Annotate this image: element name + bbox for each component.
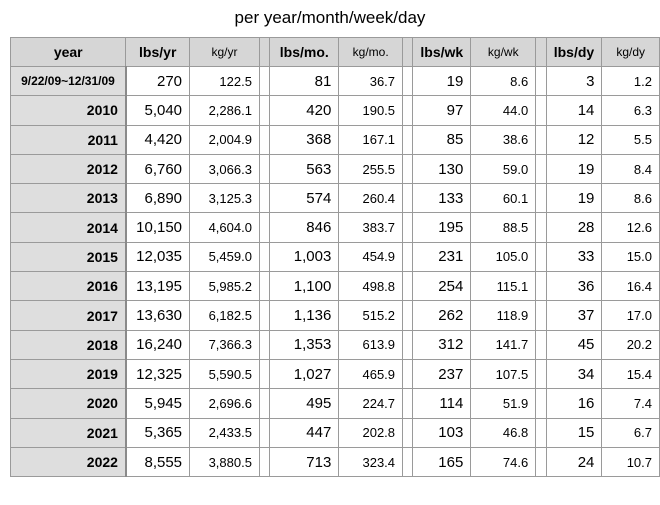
cell-lbs-mo: 81: [270, 67, 339, 96]
column-gap: [403, 184, 413, 213]
cell-lbs-wk: 165: [413, 447, 471, 476]
cell-year: 2011: [11, 125, 126, 154]
table-row: [11, 272, 660, 301]
cell-lbs-wk: 19: [413, 67, 471, 96]
cell-kg-wk: 88.5: [471, 213, 536, 242]
cell-kg-dy: 7.4: [602, 389, 660, 418]
cell-kg-yr: 2,696.6: [190, 389, 260, 418]
column-gap: [536, 272, 546, 301]
cell-kg-mo: 167.1: [339, 125, 403, 154]
table-row: [11, 67, 660, 96]
table-row: [11, 154, 660, 183]
header-lbs-yr: lbs/yr: [126, 38, 190, 67]
column-gap: [536, 38, 546, 67]
cell-kg-mo: 255.5: [339, 154, 403, 183]
cell-kg-dy: 15.0: [602, 242, 660, 271]
table-row: [11, 447, 660, 476]
column-gap: [536, 125, 546, 154]
column-gap: [536, 242, 546, 271]
cell-kg-mo: 323.4: [339, 447, 403, 476]
cell-kg-dy: 8.4: [602, 154, 660, 183]
cell-lbs-yr: 13,630: [126, 301, 190, 330]
column-gap: [536, 96, 546, 125]
cell-lbs-dy: 19: [546, 154, 602, 183]
column-gap: [259, 301, 269, 330]
cell-lbs-wk: 103: [413, 418, 471, 447]
cell-lbs-mo: 1,100: [270, 272, 339, 301]
column-gap: [536, 359, 546, 388]
cell-lbs-wk: 85: [413, 125, 471, 154]
cell-kg-dy: 10.7: [602, 447, 660, 476]
table-row: [11, 125, 660, 154]
column-gap: [536, 154, 546, 183]
cell-lbs-yr: 16,240: [126, 330, 190, 359]
cell-lbs-mo: 1,003: [270, 242, 339, 271]
cell-lbs-dy: 45: [546, 330, 602, 359]
column-gap: [259, 418, 269, 447]
table-row: [11, 330, 660, 359]
header-row: [11, 38, 660, 67]
cell-year: 9/22/09~12/31/09: [11, 67, 126, 96]
column-gap: [259, 389, 269, 418]
cell-lbs-dy: 36: [546, 272, 602, 301]
column-gap: [259, 272, 269, 301]
cell-kg-yr: 4,604.0: [190, 213, 260, 242]
cell-kg-dy: 20.2: [602, 330, 660, 359]
cell-lbs-yr: 270: [126, 67, 190, 96]
cell-kg-yr: 2,286.1: [190, 96, 260, 125]
cell-year: 2012: [11, 154, 126, 183]
cell-kg-wk: 8.6: [471, 67, 536, 96]
column-gap: [403, 96, 413, 125]
cell-kg-dy: 12.6: [602, 213, 660, 242]
cell-lbs-mo: 713: [270, 447, 339, 476]
cell-kg-mo: 613.9: [339, 330, 403, 359]
table-row: [11, 301, 660, 330]
table-row: [11, 389, 660, 418]
column-gap: [403, 272, 413, 301]
cell-year: 2019: [11, 359, 126, 388]
column-gap: [259, 184, 269, 213]
cell-kg-yr: 3,125.3: [190, 184, 260, 213]
cell-year: 2018: [11, 330, 126, 359]
cell-lbs-dy: 33: [546, 242, 602, 271]
cell-lbs-wk: 312: [413, 330, 471, 359]
header-lbs-mo: lbs/mo.: [270, 38, 339, 67]
cell-lbs-mo: 1,027: [270, 359, 339, 388]
cell-lbs-dy: 16: [546, 389, 602, 418]
cell-lbs-dy: 28: [546, 213, 602, 242]
cell-lbs-yr: 4,420: [126, 125, 190, 154]
column-gap: [403, 38, 413, 67]
cell-lbs-mo: 846: [270, 213, 339, 242]
column-gap: [403, 389, 413, 418]
cell-kg-wk: 141.7: [471, 330, 536, 359]
cell-kg-yr: 2,433.5: [190, 418, 260, 447]
cell-lbs-yr: 12,035: [126, 242, 190, 271]
cell-kg-mo: 498.8: [339, 272, 403, 301]
cell-year: 2010: [11, 96, 126, 125]
cell-kg-dy: 6.3: [602, 96, 660, 125]
cell-kg-wk: 60.1: [471, 184, 536, 213]
column-gap: [259, 242, 269, 271]
cell-kg-yr: 3,880.5: [190, 447, 260, 476]
header-kg-mo: kg/mo.: [339, 38, 403, 67]
column-gap: [536, 447, 546, 476]
column-gap: [536, 330, 546, 359]
cell-lbs-dy: 15: [546, 418, 602, 447]
column-gap: [536, 67, 546, 96]
cell-lbs-dy: 34: [546, 359, 602, 388]
cell-lbs-mo: 447: [270, 418, 339, 447]
cell-year: 2014: [11, 213, 126, 242]
cell-kg-yr: 122.5: [190, 67, 260, 96]
cell-lbs-wk: 237: [413, 359, 471, 388]
cell-kg-mo: 224.7: [339, 389, 403, 418]
column-gap: [403, 67, 413, 96]
column-gap: [403, 125, 413, 154]
cell-lbs-wk: 97: [413, 96, 471, 125]
table-row: [11, 184, 660, 213]
cell-lbs-yr: 8,555: [126, 447, 190, 476]
cell-kg-mo: 454.9: [339, 242, 403, 271]
cell-lbs-mo: 420: [270, 96, 339, 125]
cell-kg-dy: 6.7: [602, 418, 660, 447]
cell-lbs-yr: 6,760: [126, 154, 190, 183]
cell-kg-wk: 118.9: [471, 301, 536, 330]
column-gap: [259, 359, 269, 388]
column-gap: [259, 67, 269, 96]
cell-lbs-yr: 5,365: [126, 418, 190, 447]
cell-lbs-wk: 231: [413, 242, 471, 271]
cell-kg-yr: 5,459.0: [190, 242, 260, 271]
column-gap: [403, 242, 413, 271]
header-lbs-wk: lbs/wk: [413, 38, 471, 67]
cell-kg-yr: 2,004.9: [190, 125, 260, 154]
cell-year: 2017: [11, 301, 126, 330]
column-gap: [403, 447, 413, 476]
column-gap: [536, 418, 546, 447]
table-row: [11, 213, 660, 242]
cell-lbs-dy: 37: [546, 301, 602, 330]
cell-lbs-dy: 14: [546, 96, 602, 125]
column-gap: [403, 330, 413, 359]
column-gap: [403, 418, 413, 447]
header-kg-wk: kg/wk: [471, 38, 536, 67]
cell-kg-wk: 59.0: [471, 154, 536, 183]
cell-kg-mo: 202.8: [339, 418, 403, 447]
cell-kg-wk: 44.0: [471, 96, 536, 125]
cell-kg-wk: 105.0: [471, 242, 536, 271]
cell-lbs-wk: 114: [413, 389, 471, 418]
cell-lbs-mo: 368: [270, 125, 339, 154]
cell-lbs-mo: 563: [270, 154, 339, 183]
cell-lbs-wk: 254: [413, 272, 471, 301]
column-gap: [259, 447, 269, 476]
cell-kg-dy: 15.4: [602, 359, 660, 388]
cell-lbs-mo: 1,353: [270, 330, 339, 359]
cell-kg-dy: 5.5: [602, 125, 660, 154]
table-row: [11, 359, 660, 388]
cell-kg-wk: 107.5: [471, 359, 536, 388]
cell-kg-wk: 51.9: [471, 389, 536, 418]
cell-year: 2022: [11, 447, 126, 476]
cell-year: 2013: [11, 184, 126, 213]
cell-year: 2020: [11, 389, 126, 418]
cell-lbs-yr: 6,890: [126, 184, 190, 213]
cell-kg-dy: 17.0: [602, 301, 660, 330]
cell-kg-dy: 16.4: [602, 272, 660, 301]
cell-kg-yr: 7,366.3: [190, 330, 260, 359]
cell-kg-wk: 74.6: [471, 447, 536, 476]
page-title: per year/month/week/day: [234, 8, 426, 27]
header-year: year: [11, 38, 126, 67]
cell-kg-mo: 515.2: [339, 301, 403, 330]
cell-lbs-wk: 195: [413, 213, 471, 242]
cell-lbs-mo: 574: [270, 184, 339, 213]
data-table: [10, 37, 660, 477]
cell-lbs-yr: 10,150: [126, 213, 190, 242]
cell-kg-wk: 115.1: [471, 272, 536, 301]
cell-kg-mo: 260.4: [339, 184, 403, 213]
column-gap: [536, 389, 546, 418]
column-gap: [403, 154, 413, 183]
cell-kg-dy: 1.2: [602, 67, 660, 96]
cell-lbs-mo: 495: [270, 389, 339, 418]
cell-kg-wk: 46.8: [471, 418, 536, 447]
table-row: [11, 418, 660, 447]
cell-lbs-yr: 5,040: [126, 96, 190, 125]
cell-lbs-mo: 1,136: [270, 301, 339, 330]
cell-year: 2016: [11, 272, 126, 301]
cell-lbs-yr: 13,195: [126, 272, 190, 301]
cell-kg-yr: 3,066.3: [190, 154, 260, 183]
cell-kg-dy: 8.6: [602, 184, 660, 213]
cell-kg-mo: 465.9: [339, 359, 403, 388]
column-gap: [403, 213, 413, 242]
column-gap: [259, 154, 269, 183]
column-gap: [259, 96, 269, 125]
table-row: [11, 96, 660, 125]
cell-lbs-yr: 12,325: [126, 359, 190, 388]
column-gap: [403, 359, 413, 388]
column-gap: [259, 213, 269, 242]
cell-lbs-dy: 3: [546, 67, 602, 96]
header-kg-dy: kg/dy: [602, 38, 660, 67]
table-row: [11, 242, 660, 271]
cell-kg-wk: 38.6: [471, 125, 536, 154]
cell-kg-yr: 5,985.2: [190, 272, 260, 301]
cell-lbs-dy: 12: [546, 125, 602, 154]
column-gap: [259, 38, 269, 67]
cell-kg-yr: 6,182.5: [190, 301, 260, 330]
column-gap: [536, 213, 546, 242]
cell-kg-mo: 383.7: [339, 213, 403, 242]
header-kg-yr: kg/yr: [190, 38, 260, 67]
column-gap: [536, 184, 546, 213]
column-gap: [259, 330, 269, 359]
column-gap: [536, 301, 546, 330]
cell-lbs-yr: 5,945: [126, 389, 190, 418]
cell-kg-yr: 5,590.5: [190, 359, 260, 388]
cell-lbs-wk: 130: [413, 154, 471, 183]
cell-year: 2021: [11, 418, 126, 447]
cell-kg-mo: 190.5: [339, 96, 403, 125]
column-gap: [403, 301, 413, 330]
cell-lbs-wk: 133: [413, 184, 471, 213]
cell-lbs-wk: 262: [413, 301, 471, 330]
cell-year: 2015: [11, 242, 126, 271]
cell-lbs-dy: 24: [546, 447, 602, 476]
cell-kg-mo: 36.7: [339, 67, 403, 96]
cell-lbs-dy: 19: [546, 184, 602, 213]
column-gap: [259, 125, 269, 154]
header-lbs-dy: lbs/dy: [546, 38, 602, 67]
